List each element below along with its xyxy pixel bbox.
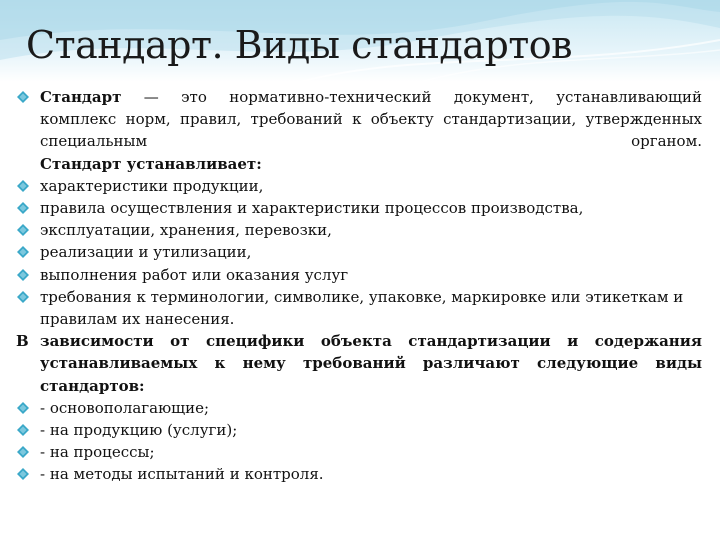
types-line-3: стандартов: [40,376,145,395]
diamond-bullet-icon [17,424,29,436]
types-line-2: устанавливаемых к нему требований различают следующие виды [40,354,702,373]
slide-body [16,86,702,486]
types-lead-letter: В [16,332,29,351]
diamond-bullet-icon [17,246,29,258]
list-item-text: требования к терминологии, символике, упаковке, маркировке или этикеткам и правилам их нанесения. [40,287,684,329]
list-item-text: выполнения работ или оказания услуг [40,265,349,284]
definition-paragraph [16,86,702,175]
diamond-bullet-icon [17,202,29,214]
list-item-text: правила осуществления и характеристики процессов производства, [40,199,584,218]
list-item-text: - на продукцию (услуги); [40,421,238,440]
list-item-text: эксплуатации, хранения, перевозки, [40,221,332,240]
establishes-heading: Стандарт устанавливает: [40,154,262,173]
list-item [16,197,702,219]
list-item-text: - на процессы; [40,443,155,462]
definition-line-2: комплекс норм, правил, требований к объекту стандартизации, утвержденных [40,110,702,129]
list-item [16,175,702,197]
diamond-bullet-icon [17,91,29,103]
types-paragraph [16,330,702,397]
list-item-text: - основополагающие; [40,398,210,417]
definition-line-3: специальным органом. [40,132,702,151]
list-item-text: характеристики продукции, [40,176,264,195]
diamond-bullet-icon [17,224,29,236]
list-item [16,419,702,441]
diamond-bullet-icon [17,446,29,458]
list-item [16,264,702,286]
diamond-bullet-icon [17,468,29,480]
list-item-text: - на методы испытаний и контроля. [40,465,324,484]
diamond-bullet-icon [17,269,29,281]
term-label: Стандарт [40,88,122,106]
list-item [16,463,702,485]
diamond-bullet-icon [17,402,29,414]
list-item [16,241,702,263]
list-item [16,397,702,419]
types-line-1: зависимости от специфики объекта стандартизации и содержания [40,332,702,351]
diamond-bullet-icon [17,180,29,192]
list-item [16,286,702,330]
definition-line-1: — это нормативно-технический документ, устанавливающий [121,88,702,106]
diamond-bullet-icon [17,291,29,303]
list-item [16,219,702,241]
list-item [16,441,702,463]
page-title: Стандарт. Виды стандартов [26,23,573,67]
list-item-text: реализации и утилизации, [40,243,252,262]
header-band [0,0,720,82]
